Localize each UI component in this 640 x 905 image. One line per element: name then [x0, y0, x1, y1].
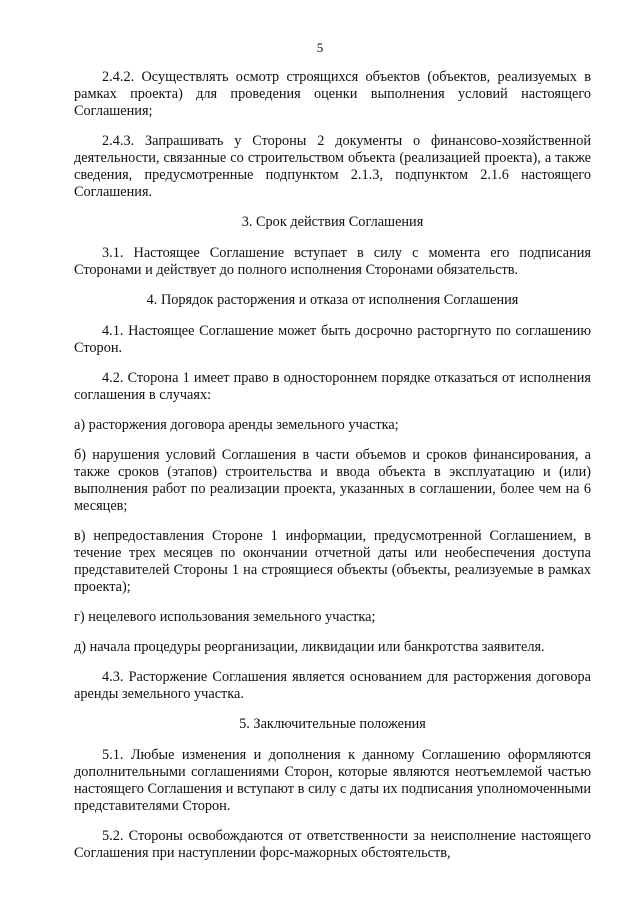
- section-heading-3: 3. Срок действия Соглашения: [241, 214, 424, 230]
- clause-2-4-2: 2.4.2. Осуществлять осмотр строящихся объектов (объектов, реализуемых в рамках проекта) для проведения оценки выполнения условий настоящего Соглашения;: [74, 69, 591, 119]
- clause-4-2-b: б) нарушения условий Соглашения в части объемов и сроков финансирования, а также сроков (этапов) строительства и ввода объекта в эксплуатацию и (или) выполнения работ по реализации проекта, указанных в соглашении, более чем на 6 месяцев;: [74, 447, 591, 514]
- clause-3-1: 3.1. Настоящее Соглашение вступает в силу с момента его подписания Сторонами и действует до полного исполнения Сторонами обязательств.: [74, 245, 591, 278]
- page-number: 5: [316, 40, 324, 55]
- document-body: [74, 69, 591, 875]
- clause-4-2-a: а) расторжения договора аренды земельного участка;: [74, 417, 399, 433]
- clause-5-1: 5.1. Любые изменения и дополнения к данному Соглашению оформляются дополнительными соглашениями Сторон, которые являются неотъемлемой частью настоящего Соглашения и вступают в силу с даты их подписания уполномоченными представителями Сторон.: [74, 747, 591, 814]
- clause-5-2: 5.2. Стороны освобождаются от ответственности за неисполнение настоящего Соглашения при наступлении форс-мажорных обстоятельств,: [74, 828, 591, 861]
- clause-4-1: 4.1. Настоящее Соглашение может быть досрочно расторгнуто по соглашению Сторон.: [74, 323, 591, 356]
- clause-4-3: 4.3. Расторжение Соглашения является основанием для расторжения договора аренды земельного участка.: [74, 669, 591, 702]
- section-heading-4: 4. Порядок расторжения и отказа от исполнения Соглашения: [146, 292, 519, 308]
- clause-4-2-d: д) начала процедуры реорганизации, ликвидации или банкротства заявителя.: [74, 639, 545, 655]
- clause-4-2: 4.2. Сторона 1 имеет право в одностороннем порядке отказаться от исполнения соглашения в случаях:: [74, 370, 591, 403]
- clause-2-4-3: 2.4.3. Запрашивать у Стороны 2 документы о финансово-хозяйственной деятельности, связанные со строительством объекта (реализацией проекта), а также сведения, предусмотренные подпунктом 2.1.3, подпунктом 2.1.6 настоящего Соглашения.: [74, 133, 591, 200]
- section-heading-5: 5. Заключительные положения: [239, 716, 426, 732]
- clause-4-2-v: в) непредоставления Стороне 1 информации, предусмотренной Соглашением, в течение трех месяцев по окончании отчетной даты или необеспечения доступа представителей Стороны 1 на строящиеся объекты (объекты, реализуемые в рамках проекта);: [74, 528, 591, 595]
- clause-4-2-g: г) нецелевого использования земельного участка;: [74, 609, 376, 625]
